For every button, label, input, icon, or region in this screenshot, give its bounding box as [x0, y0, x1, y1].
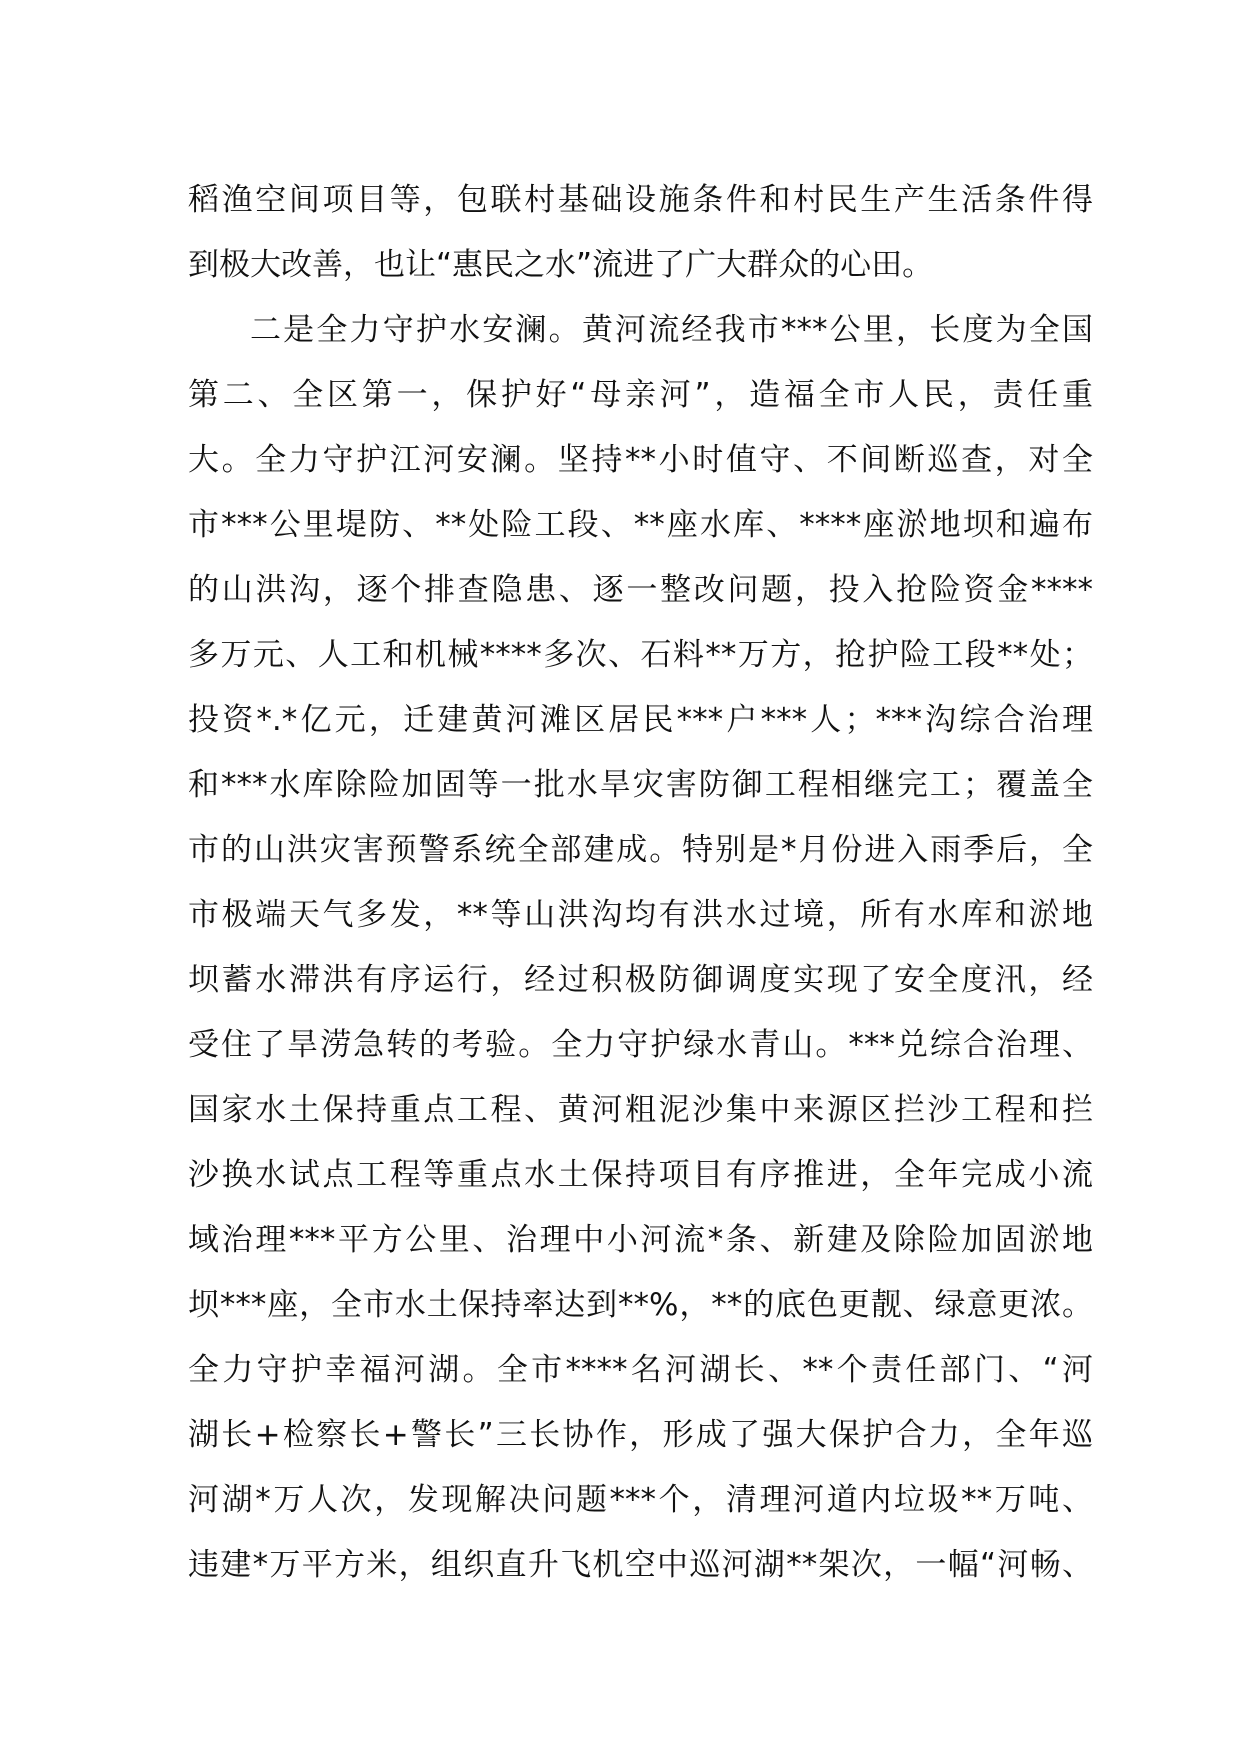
body-text	[188, 168, 1093, 1598]
text-line: 投资*.*亿元，迁建黄河滩区居民***户***人；***沟综合治理	[188, 702, 1093, 738]
paragraph-start-line: 二是全力守护水安澜。黄河流经我市***公里，长度为全国	[250, 312, 1093, 348]
text-line: 受住了旱涝急转的考验。全力守护绿水青山。***兑综合治理、	[188, 1027, 1093, 1063]
text-line: 大。全力守护江河安澜。坚持**小时值守、不间断巡查，对全	[188, 442, 1093, 478]
text-line: 违建*万平方米，组织直升飞机空中巡河湖**架次，一幅“河畅、	[188, 1547, 1093, 1583]
text-line: 的山洪沟，逐个排查隐患、逐一整改问题，投入抢险资金****	[188, 572, 1093, 608]
text-line: 河湖*万人次，发现解决问题***个，清理河道内垃圾**万吨、	[188, 1482, 1093, 1518]
text-line: 市极端天气多发，**等山洪沟均有洪水过境，所有水库和淤地	[188, 897, 1093, 933]
text-line: 域治理***平方公里、治理中小河流*条、新建及除险加固淤地	[188, 1222, 1093, 1258]
text-line: 多万元、人工和机械****多次、石料**万方，抢护险工段**处；	[188, 637, 1093, 673]
text-line: 沙换水试点工程等重点水土保持项目有序推进，全年完成小流	[188, 1157, 1093, 1193]
text-line: 稻渔空间项目等，包联村基础设施条件和村民生产生活条件得	[188, 182, 1093, 218]
text-line: 市的山洪灾害预警系统全部建成。特别是*月份进入雨季后，全	[188, 832, 1093, 868]
text-line: 全力守护幸福河湖。全市****名河湖长、**个责任部门、“河	[188, 1352, 1093, 1388]
text-line: 和***水库除险加固等一批水旱灾害防御工程相继完工；覆盖全	[188, 767, 1093, 803]
text-line: 国家水土保持重点工程、黄河粗泥沙集中来源区拦沙工程和拦	[188, 1092, 1093, 1128]
text-line: 第二、全区第一，保护好“母亲河”，造福全市人民，责任重	[188, 377, 1093, 413]
text-line: 坝蓄水滞洪有序运行，经过积极防御调度实现了安全度汛，经	[188, 962, 1093, 998]
text-line: 坝***座，全市水土保持率达到**%，**的底色更靓、绿意更浓。	[188, 1287, 1093, 1323]
text-line: 湖长+检察长+警长”三长协作，形成了强大保护合力，全年巡	[188, 1417, 1093, 1453]
text-line: 到极大改善，也让“惠民之水”流进了广大群众的心田。	[188, 247, 934, 283]
text-line: 市***公里堤防、**处险工段、**座水库、****座淤地坝和遍布	[188, 507, 1093, 543]
